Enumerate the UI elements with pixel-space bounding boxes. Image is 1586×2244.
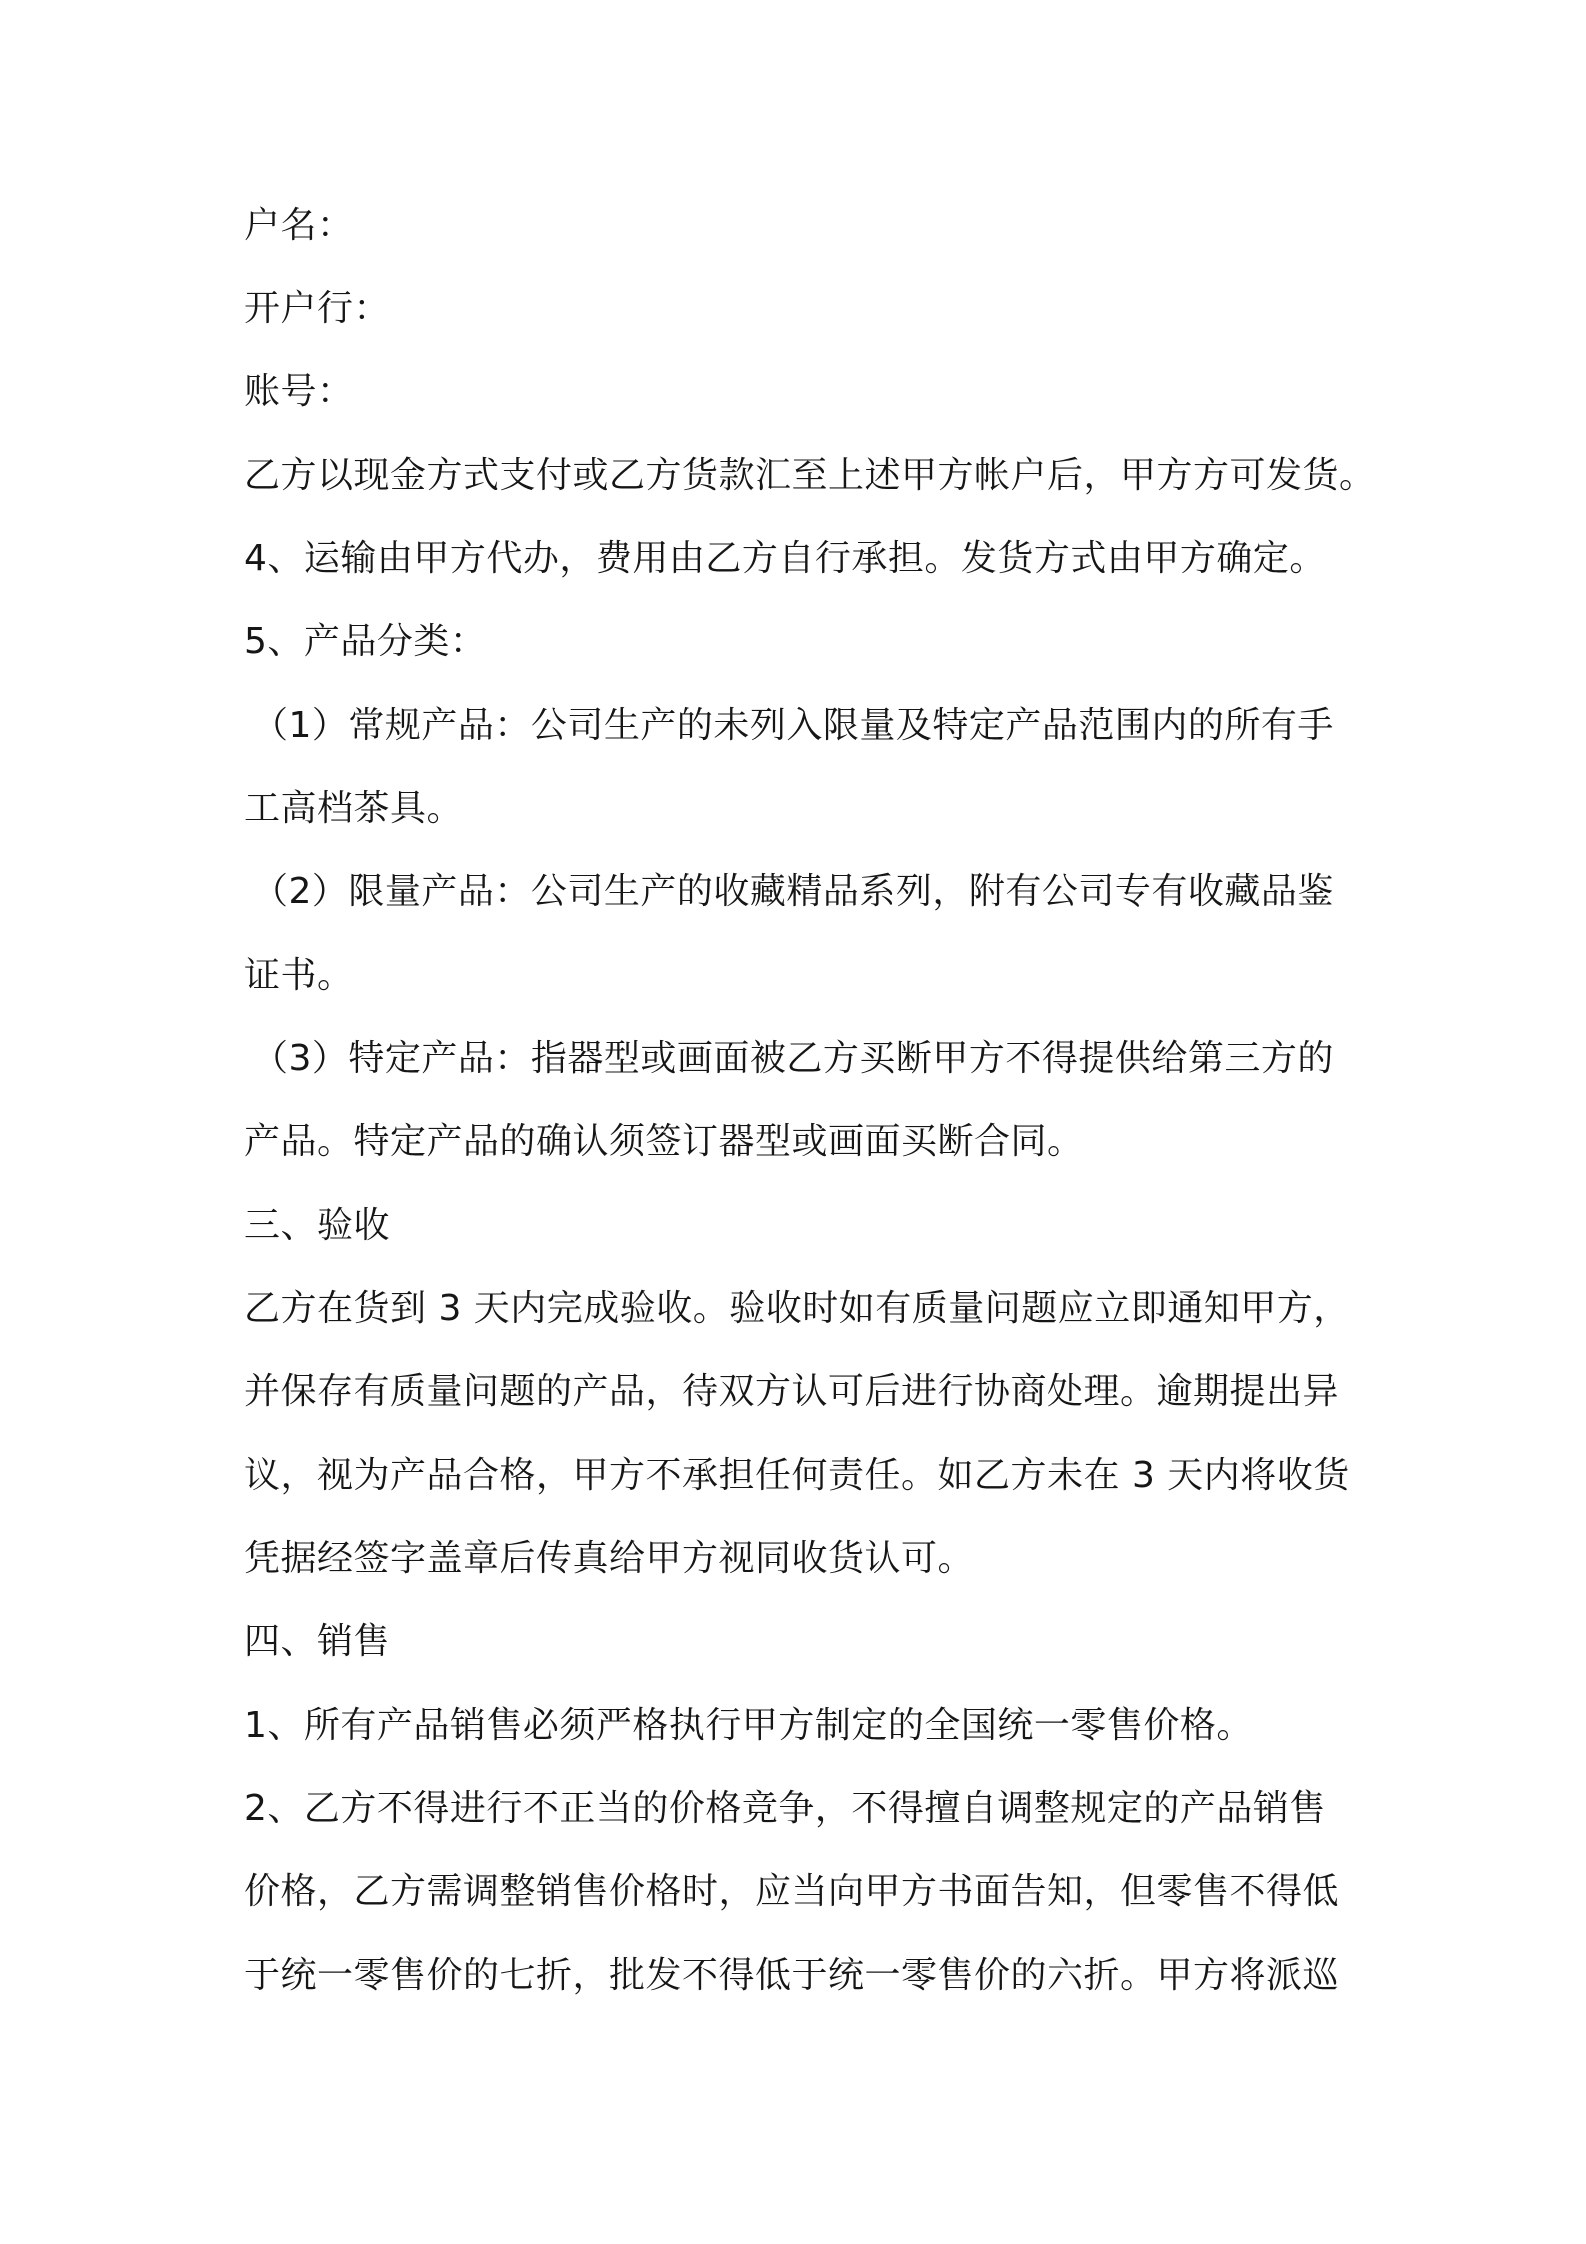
paragraph-line: 并保存有质量问题的产品，待双方认可后进行协商处理。逾期提出异 <box>244 1371 1340 1412</box>
paragraph-line: 证书。 <box>244 955 354 996</box>
clause-4: 4、运输由甲方代办，费用由乙方自行承担。发货方式由甲方确定。 <box>244 538 1326 579</box>
paragraph-line: 于统一零售价的七折，批发不得低于统一零售价的六折。甲方将派巡 <box>244 1955 1340 1996</box>
bank-label: 开户行： <box>244 288 391 329</box>
section-heading-sales: 四、销售 <box>244 1621 391 1662</box>
account-name-label: 户名： <box>244 205 354 246</box>
product-category-3: （3）特定产品：指器型或画面被乙方买断甲方不得提供给第三方的 <box>252 1038 1334 1079</box>
section-heading-acceptance: 三、验收 <box>244 1205 391 1246</box>
paragraph-line: 乙方在货到 3 天内完成验收。验收时如有质量问题应立即通知甲方， <box>244 1288 1350 1329</box>
paragraph-line: 产品。特定产品的确认须签订器型或画面买断合同。 <box>244 1121 1084 1162</box>
paragraph-line: 工高档茶具。 <box>244 788 464 829</box>
paragraph-line: 乙方以现金方式支付或乙方货款汇至上述甲方帐户后，甲方方可发货。 <box>244 455 1376 496</box>
clause-5-heading: 5、产品分类： <box>244 621 487 662</box>
sales-clause-2: 2、乙方不得进行不正当的价格竞争，不得擅自调整规定的产品销售 <box>244 1788 1326 1829</box>
paragraph-line: 凭据经签字盖章后传真给甲方视同收货认可。 <box>244 1538 975 1579</box>
product-category-1: （1）常规产品：公司生产的未列入限量及特定产品范围内的所有手 <box>252 705 1334 746</box>
account-number-label: 账号： <box>244 371 354 412</box>
paragraph-line: 议，视为产品合格，甲方不承担任何责任。如乙方未在 3 天内将收货 <box>244 1455 1350 1496</box>
sales-clause-1: 1、所有产品销售必须严格执行甲方制定的全国统一零售价格。 <box>244 1705 1253 1746</box>
paragraph-line: 价格，乙方需调整销售价格时，应当向甲方书面告知，但零售不得低 <box>244 1871 1340 1912</box>
product-category-2: （2）限量产品：公司生产的收藏精品系列，附有公司专有收藏品鉴 <box>252 871 1334 912</box>
